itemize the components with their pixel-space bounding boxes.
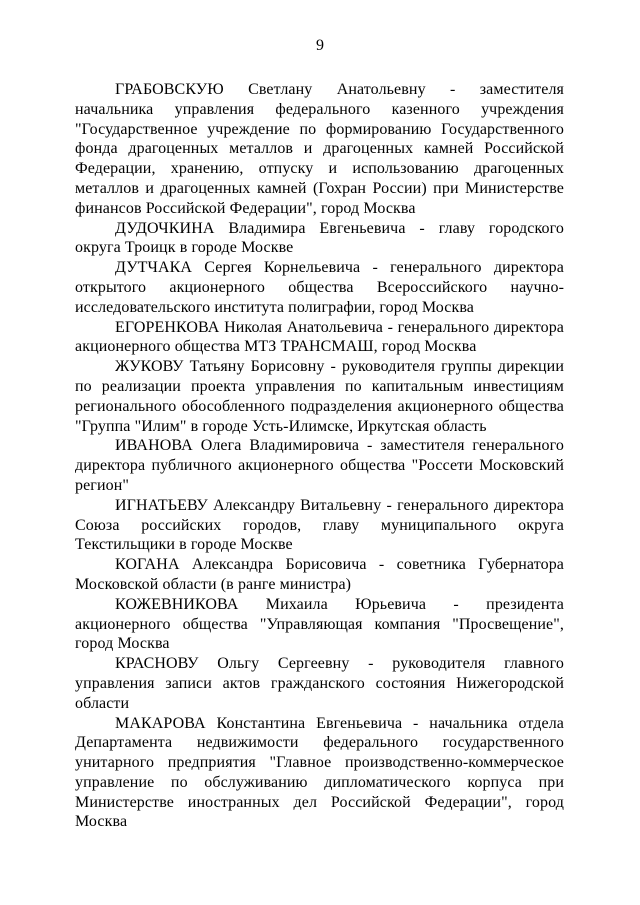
list-item: ДУДОЧКИНА Владимира Евгеньевича - главу городского округа Троицк в городе Москве [75,219,564,257]
list-item: КРАСНОВУ Ольгу Сергеевну - руководителя главного управления записи актов гражданского состояния Нижегородской области [75,655,564,712]
list-item: КОЖЕВНИКОВА Михаила Юрьевича - президента акционерного общества "Управляющая компания "Просвещение", город Москва [75,595,564,653]
list-item: ЕГОРЕНКОВА Николая Анатольевича - генерального директора акционерного общества МТЗ ТРАНСМАШ, город Москва [75,318,564,356]
list-item: ДУТЧАКА Сергея Корнельевича - генерального директора открытого акционерного общества Всероссийского научно-исследовательского института полиграфии, город Москва [75,259,564,316]
list-item: ИГНАТЬЕВУ Александру Витальевну - генерального директора Союза российских городов, главу муниципального округа Текстильщики в городе Москве [75,496,564,554]
award-list [75,80,564,832]
page-number: 9 [316,37,324,54]
list-item: КОГАНА Александра Борисовича - советника Губернатора Московской области (в ранге министра) [75,556,564,593]
list-item: МАКАРОВА Константина Евгеньевича - начальника отдела Департамента недвижимости федерального государственного унитарного предприятия "Главное производственно-коммерческое управление по обслуживанию дипломатического корпуса при Министерстве иностранных дел Российской Федерации", город Москва [75,714,564,831]
list-item: ИВАНОВА Олега Владимировича - заместителя генерального директора публичного акционерного общества "Россети Московский регион" [75,437,564,494]
list-item: ЖУКОВУ Татьяну Борисовну - руководителя группы дирекции по реализации проекта управления по капитальным инвестициям регионального обособленного подразделения акционерного общества "Группа "Илим" в городе Усть-Илимске, Иркутская область [75,358,564,435]
list-item: ГРАБОВСКУЮ Светлану Анатольевну - заместителя начальника управления федерального казенного учреждения "Государственное учреждение по формированию Государственного фонда драгоценных металлов и драгоценных камней Российской Федерации, хранению, отпуску и использованию драгоценных металлов и драгоценных камней (Гохран России) при Министерстве финансов Российской Федерации", город Москва [75,81,564,217]
